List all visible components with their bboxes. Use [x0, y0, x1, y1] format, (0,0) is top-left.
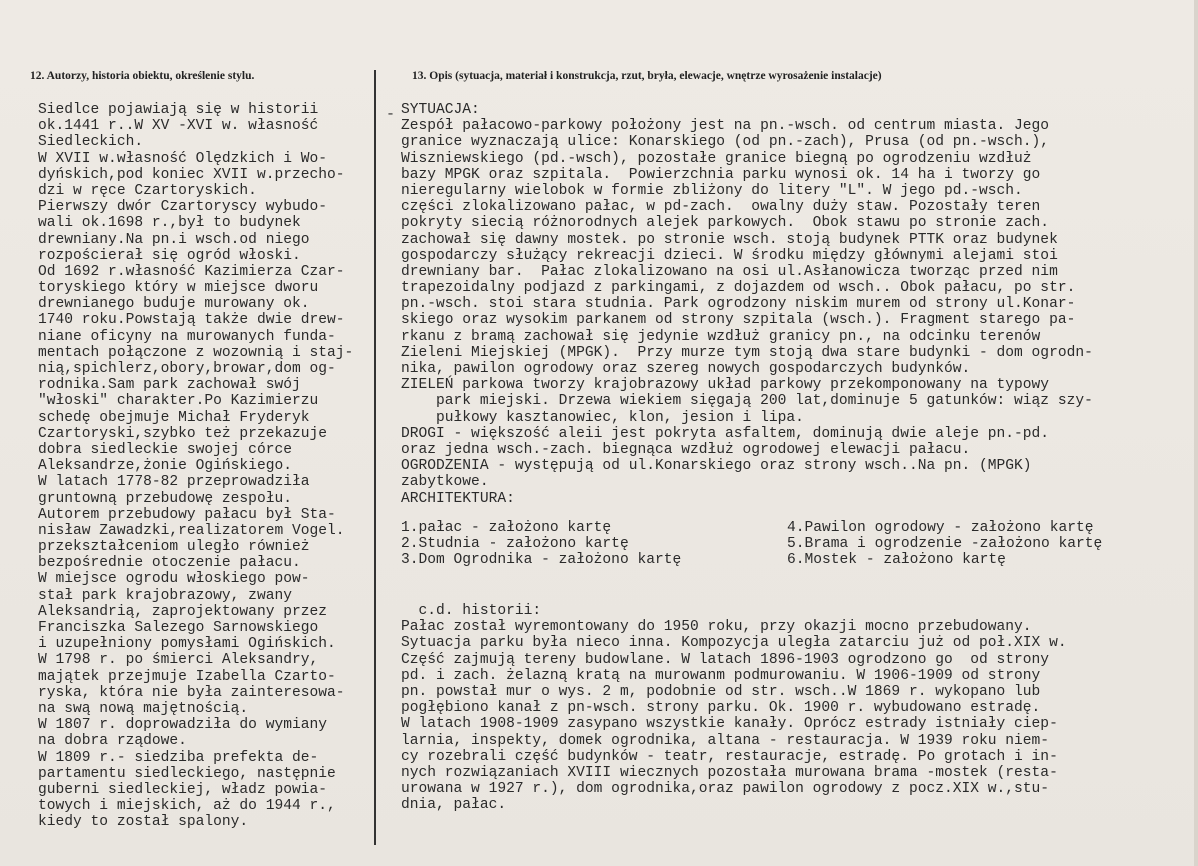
history-continuation-line: larnia, inspekty, domek ogrodnika, altana - restauracja. W 1939 roku niem-: [401, 732, 1050, 749]
history-line: mentach połączone z wozownią i staj-: [38, 344, 354, 361]
history-continuation-line: Sytuacja parku była nieco inna. Kompozycja uległa zatarciu już od poł.XIX w.: [401, 635, 1067, 652]
description-line: zachował się dawny mostek. po stronie wsch. stoją budynek PTTK oraz budynek: [401, 231, 1058, 248]
architecture-row: [401, 552, 1181, 568]
architecture-list: [401, 520, 1181, 569]
description-line: pokryty siecią różnorodnych alejek parkowych. Obok stawu po stronie zach.: [401, 215, 1050, 232]
description-line: OGRODZENIA - występują od ul.Konarskiego oraz strony wsch..Na pn. (MPGK): [401, 458, 1032, 475]
history-continuation-line: W latach 1908-1909 zasypano wszystkie kanały. Oprócz estrady istniały ciep-: [401, 716, 1058, 733]
history-line: gruntowną przebudowę zespołu.: [38, 490, 292, 507]
history-continuation-line: cy rozebrali część budynków - teatr, restauracje, estradę. Po grotach i in-: [401, 748, 1058, 765]
history-line: niane oficyny na murowanych fundа-: [38, 328, 336, 345]
history-continuation-line: urowana w 1927 r.), dom ogrodnika,oraz pawilon ogrodowy z pocz.XIX w.,stu-: [401, 781, 1050, 798]
history-line: wali ok.1698 r.,był to budynek: [38, 215, 301, 232]
description-line: ZIELEŃ parkowa tworzy krajobrazowy układ parkowy przekomponowany na typowy: [401, 377, 1050, 394]
history-continuation-line: pd. i zach. żelazną kratą na murowanm podmurowaniu. W 1906-1909 od strony: [401, 667, 1041, 684]
architecture-item: 3.Dom Ogrodnika - założono kartę: [401, 552, 682, 569]
description-line: zabytkowe.: [401, 474, 489, 491]
description-line: bazy MPGK oraz szpitala. Powierzchnia parku wynosi ok. 14 ha i tworzy go: [401, 166, 1041, 183]
history-line: guberni siedleckiej, władz powia-: [38, 781, 328, 798]
history-continuation-line: nych rozwiązaniach XVIII wiecznych pozostała murowana brama -mostek (resta-: [401, 764, 1058, 781]
history-continuation-line: Część zajmują tereny budowlane. W latach 1896-1903 ogrodzono go od strony: [401, 651, 1050, 668]
history-line: Siedleckich.: [38, 134, 144, 151]
description-column: [401, 102, 1181, 507]
history-line: rodnika.Sam park zachował swój: [38, 377, 301, 394]
history-line: bezpośrednie otoczenie pałacu.: [38, 555, 301, 572]
history-continuation-line: pn. powstał mur o wys. 2 m, podobnie od str. wsch..W 1869 r. wykopano lub: [401, 683, 1041, 700]
history-line: kiedy to został spalony.: [38, 814, 249, 831]
description-line: Wiszniewskiego (pd.-wsch), pozostałe granice biegną po ogrodzeniu wzdłuż: [401, 150, 1032, 167]
description-line: pn.-wsch. stoi stara studnia. Park ogrodzony niskim murem od strony ul.Konar-: [401, 296, 1076, 313]
history-continuation-line: dnia, pałac.: [401, 797, 507, 814]
history-line: dzi w ręce Czartoryskich.: [38, 182, 257, 199]
history-line: dyńskich,pod koniec XVII w.przecho-: [38, 166, 345, 183]
history-line: Franciszka Salezego Sarnowskiego: [38, 620, 319, 636]
history-line: Aleksandrze,żonie Ogińskiego.: [38, 458, 292, 475]
history-line: drewniany.Na pn.i wsch.od niego: [38, 231, 310, 248]
description-line: skiego oraz wysokim parkanem od strony szpitala (wsch.). Fragment starego pa-: [401, 312, 1076, 329]
history-line: W latach 1778-82 przeprowadziła: [38, 474, 310, 491]
history-line: ryska, która nie była zainteresowa-: [38, 684, 345, 701]
description-line: rkanu z bramą zachował się jedynie wzdłuż granicy pn., na odcinku terenów: [401, 328, 1041, 345]
page-edge: [1194, 0, 1198, 866]
architecture-item: 2.Studnia - założono kartę: [401, 536, 629, 553]
history-line: dobra siedleckie swojej córce: [38, 441, 292, 458]
bullet-dash: -: [386, 106, 396, 123]
history-line: towych i miejskich, aż do 1944 r.,: [38, 798, 336, 815]
description-line: pułkowy kasztanowiec, klon, jesion i lipa.: [401, 409, 804, 426]
description-line: trapezoidalny podjazd z parkingami, z dojazdem od wsch.. Obok pałacu, po str.: [401, 280, 1076, 297]
architecture-row: [401, 536, 1181, 552]
description-line: park miejski. Drzewa wiekiem sięgają 200 lat,dominuje 5 gatunków: wiąz szy-: [401, 393, 1093, 410]
history-continuation: [401, 603, 1181, 813]
section-12-header: 12. Autorzy, historia obiektu, określenie stylu.: [30, 70, 255, 82]
description-line: DROGI - większość aleii jest pokryta asfaltem, dominują dwie aleje pn.-pd.: [401, 425, 1050, 442]
history-line: ok.1441 r..W XV -XVI w. własność: [38, 118, 319, 135]
history-line: partamentu siedleckiego, następnie: [38, 765, 336, 782]
description-line: nieregularny wielobok w formie zbliżony do litery "L". W jego pd.-wsch.: [401, 182, 1023, 199]
history-line: W 1807 r. doprowadziła do wymiany: [38, 717, 328, 734]
history-line: na dobra rządowe.: [38, 733, 187, 750]
history-line: toryskiego który w miejsce dworu: [38, 280, 319, 297]
description-line: nika, pawilon ogrodowy oraz szereg nowych gospodarczych budynków.: [401, 361, 971, 377]
section-13-header: 13. Opis (sytuacja, materiał i konstrukcja, rzut, bryła, elewacje, wnętrze wyrosażenie instalacje): [412, 70, 882, 82]
history-line: Siedlce pojawiają się w historii: [38, 102, 319, 118]
history-line: przekształceniom uległo również: [38, 539, 310, 556]
description-line: części zlokalizowano pałac, w pd-zach. owalny duży staw. Pozostały teren: [401, 199, 1041, 216]
description-line: oraz jedna wsch.-zach. biegnąca wzdłuż ogrodowej elewacji pałacu.: [401, 441, 971, 458]
history-line: Czartoryski,szybko też przekazuje: [38, 425, 328, 442]
history-line: stał park krajobrazowy, zwany: [38, 587, 292, 604]
description-line: SYTUACJA:: [401, 102, 480, 118]
history-line: W XVII w.własność Olędzkich i Wo-: [38, 150, 328, 167]
history-line: W 1809 r.- siedziba prefekta de-: [38, 749, 319, 766]
history-line: i uzupełniony pomysłami Ogińskich.: [38, 636, 336, 653]
history-line: Autorem przebudowy pałacu był Sta-: [38, 506, 336, 523]
architecture-row: [401, 520, 1181, 536]
description-line: drewniany bar. Pałac zlokalizowano na osi ul.Asłanowicza tworząc przed nim: [401, 263, 1058, 280]
architecture-item: 6.Mostek - założono kartę: [787, 552, 1006, 569]
history-line: nisław Zawadzki,realizatorem Vogel.: [38, 522, 345, 539]
history-column: [38, 102, 378, 830]
description-line: Zespół pałacowo-parkowy położony jest na pn.-wsch. od centrum miasta. Jego: [401, 118, 1050, 135]
architecture-item: 1.pałac - założono kartę: [401, 520, 612, 536]
history-continuation-line: Pałac został wyremontowany do 1950 roku, przy okazji mocno przebudowany.: [401, 619, 1032, 636]
history-line: Od 1692 r.własność Kazimierza Czar-: [38, 263, 345, 280]
description-line: Zieleni Miejskiej (MPGK). Przy murze tym stoją dwa stare budynki - dom ogrodn-: [401, 344, 1093, 361]
history-line: rozpościerał się ogród włoski.: [38, 247, 301, 264]
description-line: ARCHITEKTURA:: [401, 490, 515, 507]
history-line: na swą nową majętnością.: [38, 700, 249, 717]
history-line: majątek przejmuje Izabella Czarto-: [38, 668, 336, 685]
history-line: Pierwszy dwór Czartoryscy wybudo-: [38, 199, 328, 216]
history-line: 1740 roku.Powstają także dwie drew-: [38, 312, 345, 329]
history-line: Aleksandrią, zaprojektowany przez: [38, 603, 328, 620]
history-line: nią,spichlerz,obory,browar,dom og-: [38, 361, 336, 377]
architecture-item: 4.Pawilon ogrodowy - założono kartę: [787, 520, 1094, 536]
history-line: W 1798 r. po śmierci Aleksandry,: [38, 652, 319, 669]
architecture-item: 5.Brama i ogrodzenie -założono kartę: [787, 536, 1103, 553]
description-line: granice wyznaczają ulice: Konarskiego (od pn.-zach), Prusa (od pn.-wsch.),: [401, 134, 1050, 151]
history-line: "włoski" charakter.Po Kazimierzu: [38, 393, 319, 410]
history-continuation-line: c.d. historii:: [401, 603, 542, 619]
history-line: W miejsce ogrodu włoskiego pow-: [38, 571, 310, 588]
history-line: schedę obejmuje Michał Fryderyk: [38, 409, 310, 426]
description-line: gospodarczy służący rekreacji dzieci. W środku między głównymi alejami stoi: [401, 247, 1058, 264]
history-line: drewnianego buduje murowany ok.: [38, 296, 310, 313]
history-continuation-line: pogłębiono kanał z pn-wsch. strony parku. Ok. 1900 r. wybudowano estradę.: [401, 700, 1041, 717]
